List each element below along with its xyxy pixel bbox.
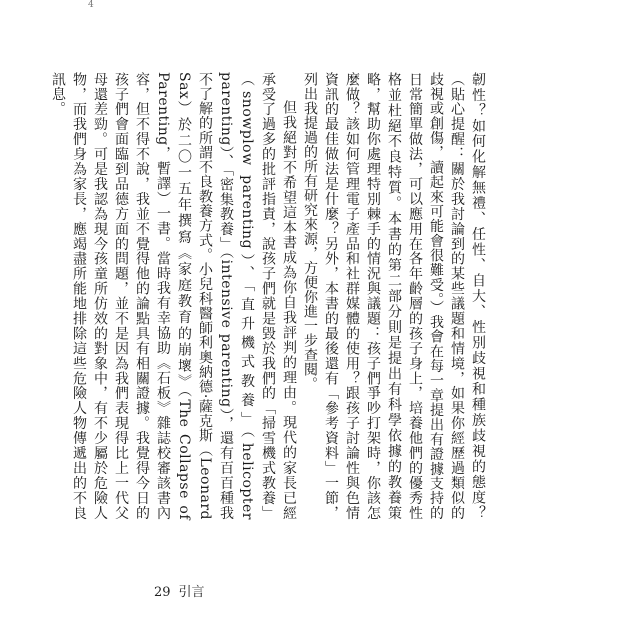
running-footer-section: 引言 bbox=[178, 585, 205, 600]
body-text bbox=[50, 72, 488, 520]
paragraph: 韌性？如何化解無禮、任性、自大、性別歧視和種族歧視的態度？（貼心提醒：關於我討論到的某些議題和情境，如果你經歷過類似的歧視或創傷，讀起來可能會很難受。）我會在每一章提出有證據支持的日常簡單做法，可以應用在各年齡層的孩子身上，培養他們的優秀性格並杜絕不良特質。本書的第二部分則是提出有科學依據的教養策略，幫助你處理特別棘手的情況與議題：孩子們爭吵打架時，你該怎麼做？該如何管理電子產品和社群媒體的使用？跟孩子討論性與色情資訊的最佳做法是什麼？另外，本書的最後還有「參考資料」一節，列出我提過的所有研究來源，方便你進一步查閱。 bbox=[302, 72, 486, 520]
corner-mark: 4 bbox=[88, 0, 94, 10]
paragraph: 但我絕對不希望這本書成為你自我評判的理由。現代的家長已經承受了過多的批評指責，說孩子們就是毀於我們的「掃雪機式教養」（snowplow parenting）、「直升機式教養」（helicopter parenting）、「密集教養」（intensive parenting），還有百百種我不了解的所謂不良教養方式。小兒科醫師利奧納德·薩克斯（Leonard Sax）於二〇一五年撰寫《家庭教育的崩壞》（The Collapse of Parenting，暫譯）一書。當時我有幸協助《石板》雜誌校審該書內容，但不得不說，我並不覺得他的論點具有相關證據。我覺得今日的孩子們會面臨到品德方面的問題，並不是因為我們表現得比上一代父母還差勁。可是我認為現今孩童所仿效的對象中，有不少屬於危險人物，而我們身為家長，應竭盡所能地排除這些危險人物傳遞出的不良訊息。 bbox=[50, 72, 297, 520]
page-footer bbox=[154, 581, 205, 600]
page-number: 29 bbox=[154, 585, 171, 600]
